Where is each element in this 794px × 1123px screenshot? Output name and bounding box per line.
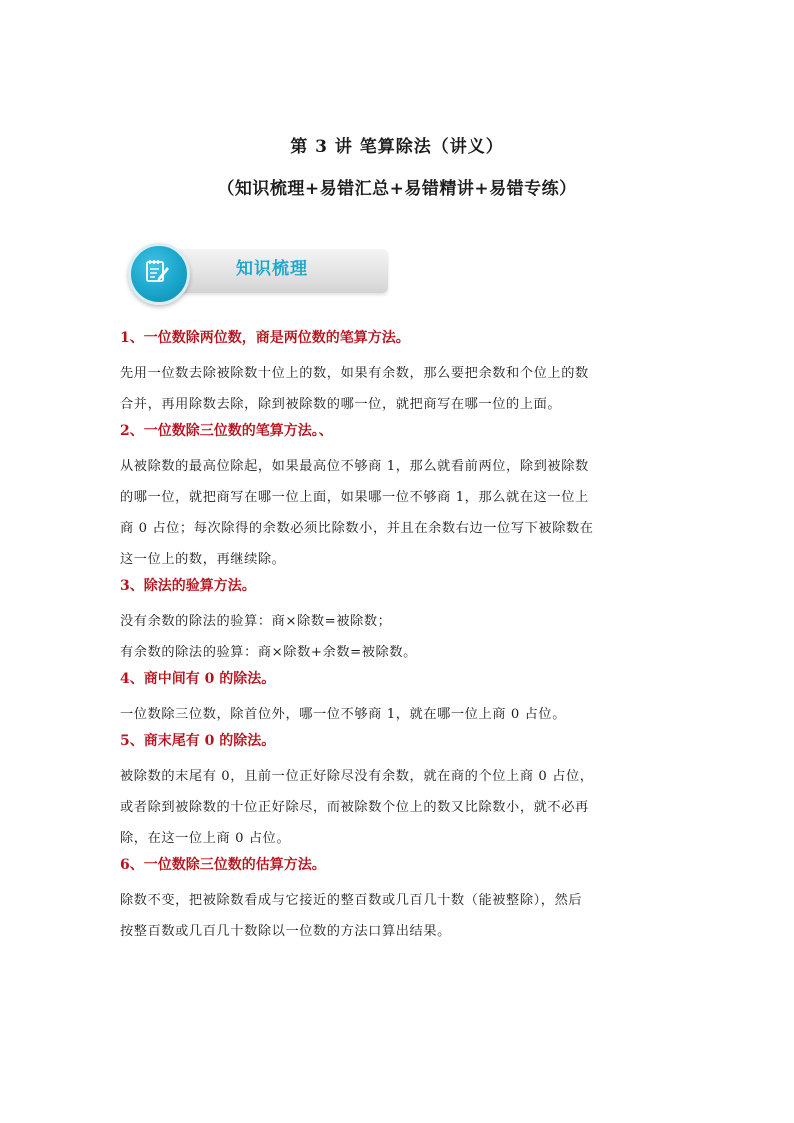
section-text-line: 先用一位数去除被除数十位上的数，如果有余数，那么要把余数和个位上的数 [120,366,589,381]
section-text-line: 或者除到被除数的十位正好除尽，而被除数个位上的数又比除数小，就不必再 [120,800,589,815]
section-text-line: 除数不变，把被除数看成与它接近的整百数或几百几十数（能被整除），然后 [120,893,583,908]
notebook-pencil-icon [128,243,190,305]
section-banner-label: 知识梳理 [236,259,308,279]
section-text-line: 没有余数的除法的验算：商×除数=被除数； [120,614,392,629]
section-text-line: 的哪一位，就把商写在哪一位上面，如果哪一位不够商 1，那么就在这一位上 [120,490,589,505]
section-text-line: 被除数的末尾有 0，且前一位正好除尽没有余数，就在商的个位上商 0 占位， [120,769,594,784]
section-text-line: 合并，再用除数去除，除到被除数的哪一位，就把商写在哪一位的上面。 [120,397,562,412]
section-heading-4: 4、商中间有 0 的除法。 [120,671,276,687]
section-heading-3: 3、除法的验算方法。 [120,578,256,594]
section-text-line: 一位数除三位数，除首位外，哪一位不够商 1，就在哪一位上商 0 占位。 [120,707,566,722]
section-banner [124,247,389,297]
section-text-line: 这一位上的数，再继续除。 [120,552,286,567]
section-text-line: 按整百数或几百几十数除以一位数的方法口算出结果。 [120,924,451,939]
knowledge-content [120,327,680,947]
section-text-line: 从被除数的最高位除起，如果最高位不够商 1，那么就看前两位，除到被除数 [120,459,589,474]
section-heading-1: 1、一位数除两位数，商是两位数的笔算方法。 [120,330,410,346]
section-text-line: 商 0 占位；每次除得的余数必须比除数小，并且在余数右边一位写下被除数在 [120,521,594,536]
page-subtitle: （知识梳理+易错汇总+易错精讲+易错专练） [217,179,577,199]
section-text-line: 除，在这一位上商 0 占位。 [120,831,291,846]
page-title: 第 3 讲 笔算除法（讲义） [290,137,504,157]
section-heading-5: 5、商末尾有 0 的除法。 [120,733,276,749]
section-heading-2: 2、一位数除三位数的笔算方法。、 [120,423,333,439]
section-text-line: 有余数的除法的验算：商×除数+余数=被除数。 [120,645,417,660]
section-heading-6: 6、一位数除三位数的估算方法。 [120,857,326,873]
